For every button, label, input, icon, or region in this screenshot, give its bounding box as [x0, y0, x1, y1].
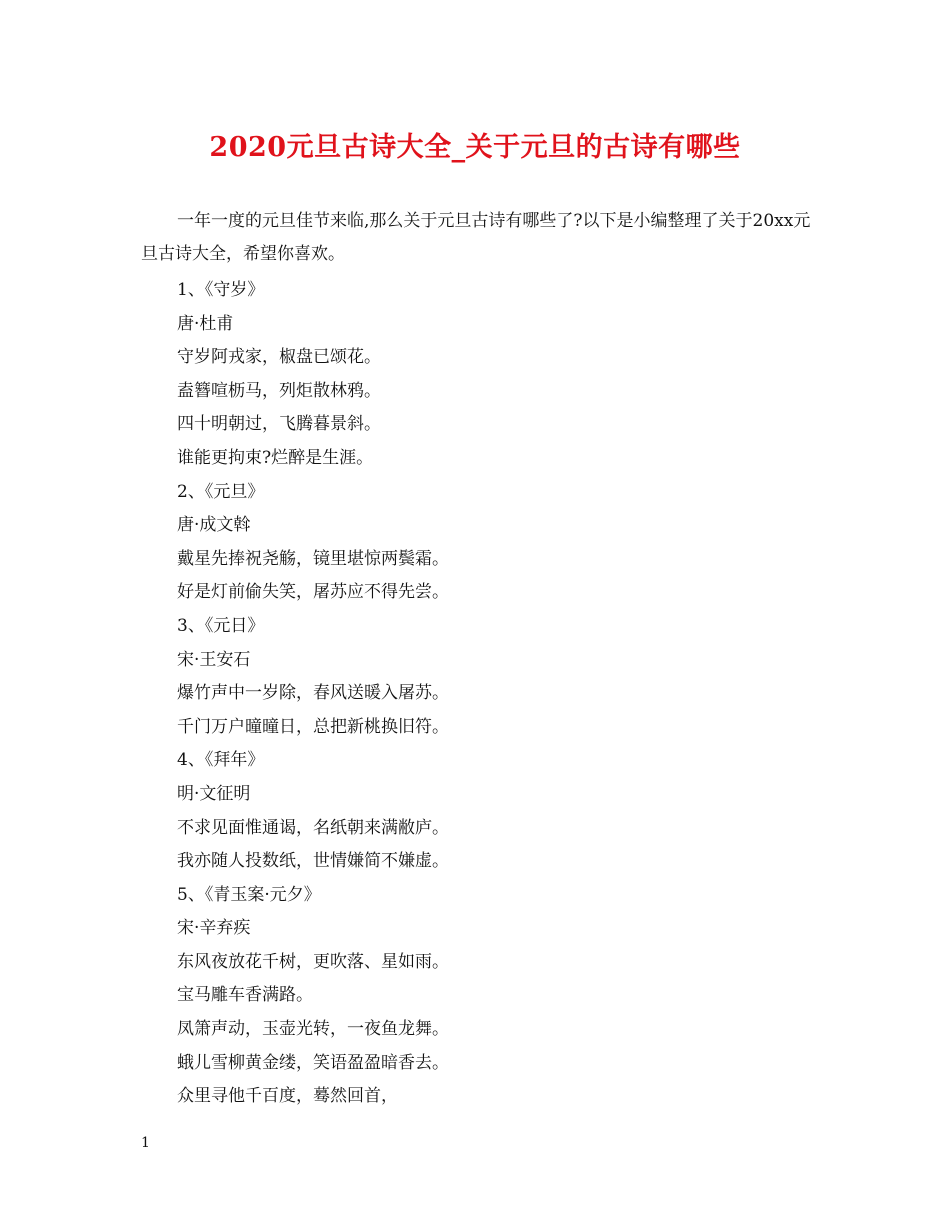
page-number: 1 — [141, 1135, 150, 1151]
poem-line: 好是灯前偷失笑，屠苏应不得先尝。 — [177, 582, 449, 603]
poem-line: 宋·王安石 — [177, 649, 251, 670]
poem-line: 3、《元日》 — [177, 615, 265, 636]
poem-line: 凤箫声动，玉壶光转，一夜鱼龙舞。 — [177, 1019, 449, 1040]
poem-lines — [177, 274, 817, 1114]
poem-line: 4、《拜年》 — [177, 750, 265, 771]
poem-line: 2、《元旦》 — [177, 481, 265, 502]
poem-line: 盍簪喧枥马，列炬散林鸦。 — [177, 380, 381, 401]
poem-line: 千门万户曈曈日，总把新桃换旧符。 — [177, 716, 449, 737]
poem-line: 蛾儿雪柳黄金缕，笑语盈盈暗香去。 — [177, 1052, 449, 1073]
poem-line: 谁能更拘束?烂醉是生涯。 — [177, 447, 374, 468]
poem-line: 5、《青玉案·元夕》 — [177, 884, 321, 905]
poem-line: 唐·成文斡 — [177, 515, 251, 536]
page-title: 2020元旦古诗大全_关于元旦的古诗有哪些 — [209, 132, 741, 163]
poem-line: 戴星先捧祝尧觞，镜里堪惊两鬓霜。 — [177, 548, 449, 569]
poem-line: 1、《守岁》 — [177, 280, 265, 300]
poem-line: 爆竹声中一岁除，春风送暖入屠苏。 — [177, 683, 449, 704]
poem-line: 宝马雕车香满路。 — [177, 985, 313, 1006]
poem-line: 宋·辛弃疾 — [177, 918, 251, 939]
poem-line: 唐·杜甫 — [177, 313, 234, 334]
intro-paragraph: 一年一度的元旦佳节来临,那么关于元旦古诗有哪些了?以下是小编整理了关于20xx元旦古诗大全，希望你喜欢。 — [141, 211, 811, 264]
poem-line: 四十明朝过，飞腾暮景斜。 — [177, 414, 381, 435]
poem-line: 众里寻他千百度，蓦然回首， — [177, 1086, 398, 1107]
poem-line: 东风夜放花千树，更吹落、星如雨。 — [177, 951, 449, 972]
poem-line: 守岁阿戎家，椒盘已颂花。 — [177, 347, 381, 368]
poem-line: 明·文征明 — [177, 783, 251, 804]
poem-line: 我亦随人投数纸，世情嫌简不嫌虚。 — [177, 851, 449, 872]
poem-line: 不求见面惟通谒，名纸朝来满敝庐。 — [177, 817, 449, 838]
